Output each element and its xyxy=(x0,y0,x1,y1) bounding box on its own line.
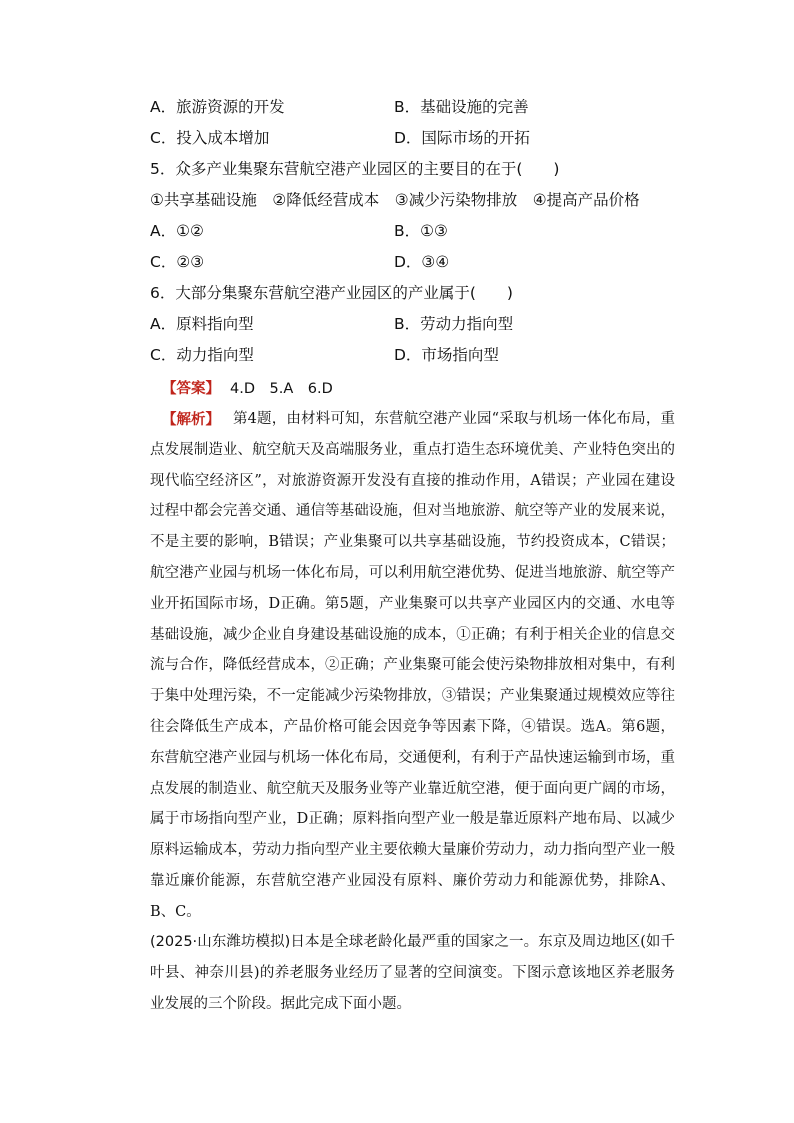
explanation-label: 【解析】 xyxy=(162,412,220,428)
q4-option-b: B．基础设施的完善 xyxy=(394,98,529,116)
q5-statements: ①共享基础设施 ②降低经营成本 ③减少污染物排放 ④提高产品价格 xyxy=(150,191,640,209)
q5-stem: 5．众多产业集聚东营航空港产业园区的主要目的在于( ) xyxy=(150,160,560,178)
intro-source: (2025·山东潍坊模拟) xyxy=(150,934,291,950)
q6-option-b: B．劳动力指向型 xyxy=(394,315,514,333)
q5-option-b: B．①③ xyxy=(394,222,448,240)
q6-option-a: A．原料指向型 xyxy=(150,315,254,333)
q6-stem: 6．大部分集聚东营航空港产业园区的产业属于( ) xyxy=(150,284,513,302)
q4-option-a: A．旅游资源的开发 xyxy=(150,98,285,116)
answer-text: 4.D 5.A 6.D xyxy=(230,381,333,397)
q5-option-a: A．①② xyxy=(150,222,204,240)
intro-text: 日本是全球老龄化最严重的国家之一。东京及周边地区(如千叶县、神奈川县)的养老服务业经历了显著的空间演变。下图示意该地区养老服务业发展的三个阶段。据此完成下面小题。 xyxy=(150,934,675,1012)
q4-option-d: D．国际市场的开拓 xyxy=(394,129,530,147)
q5-option-c: C．②③ xyxy=(150,253,205,271)
q6-option-d: D．市场指向型 xyxy=(394,346,499,364)
next-question-intro xyxy=(150,927,675,1019)
explanation-text: 第4题，由材料可知，东营航空港产业园“采取与机场一体化布局，重点发展制造业、航空航天及高端服务业，重点打造生态环境优美、产业特色突出的现代临空经济区”，对旅游资源开发没有直接的推动作用，A错误；产业园在建设过程中都会完善交通、通信等基础设施，但对当地旅游、航空等产业的发展来说，不是主要的影响，B错误；产业集聚可以共享基础设施，节约投资成本，C错误；航空港产业园与机场一体化布局，可以利用航空港优势、促进当地旅游、航空等产业开拓国际市场，D正确。第5题，产业集聚可以共享产业园区内的交通、水电等基础设施，减少企业自身建设基础设施的成本，①正确；有利于相关企业的信息交流与合作，降低经营成本，②正确；产业集聚可能会使污染物排放相对集中，有利于集中处理污染，不一定能减少污染物排放，③错误；产业集聚通过规模效应等往往会降低生产成本，产品价格可能会因竞争等因素下降，④错误。选A。第6题，东营航空港产业园与机场一体化布局，交通便利，有利于产品快速运输到市场，重点发展的制造业、航空航天及服务业等产业靠近航空港，便于面向更广阔的市场，属于市场指向型产业，D正确；原料指向型产业一般是靠近原料产地布局、以减少原料运输成本，劳动力指向型产业主要依赖大量廉价劳动力，动力指向型产业一般靠近廉价能源，东营航空港产业园没有原料、廉价劳动力和能源优势，排除A、B、C。 xyxy=(150,411,675,920)
q6-option-c: C．动力指向型 xyxy=(150,346,254,364)
q5-option-d: D．③④ xyxy=(394,253,450,271)
answer-label: 【答案】 xyxy=(162,381,220,397)
q4-option-c: C．投入成本增加 xyxy=(150,129,270,147)
